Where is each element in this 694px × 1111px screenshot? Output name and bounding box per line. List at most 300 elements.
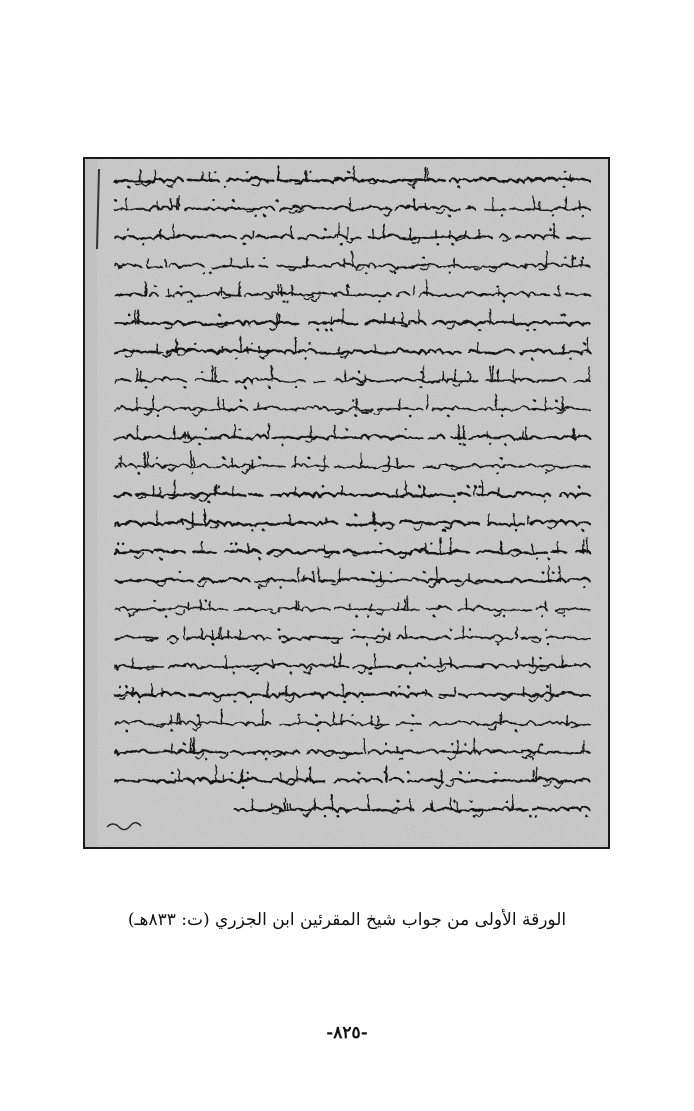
handwriting-dot xyxy=(145,386,148,389)
handwriting-stroke xyxy=(546,251,547,266)
handwriting-stroke xyxy=(221,709,222,725)
handwriting-stroke xyxy=(332,795,333,810)
handwriting-dot xyxy=(463,443,466,446)
handwriting-dot xyxy=(268,386,271,389)
handwriting-stroke xyxy=(397,603,398,610)
handwriting-stroke xyxy=(307,257,308,267)
handwriting-dot xyxy=(478,329,481,332)
handwriting-dot xyxy=(184,386,187,389)
handwriting-dot xyxy=(281,443,284,446)
handwriting-stroke xyxy=(397,458,398,467)
handwriting-dot xyxy=(409,672,412,675)
handwriting-dot xyxy=(122,543,125,546)
handwriting-stroke xyxy=(295,487,296,496)
handwriting-stroke xyxy=(152,684,153,696)
handwriting-dot xyxy=(137,472,140,475)
handwriting-dot xyxy=(449,272,452,275)
handwriting-dot xyxy=(539,657,542,660)
handwriting-stroke xyxy=(313,572,314,582)
handwriting-stroke xyxy=(281,773,282,781)
handwriting-stroke xyxy=(563,346,564,353)
handwriting-stroke xyxy=(465,231,466,238)
handwriting-dot xyxy=(154,285,157,288)
handwriting-stroke xyxy=(567,716,568,725)
handwriting-stroke xyxy=(252,799,253,810)
handwriting-dot xyxy=(501,214,504,217)
handwriting-stroke xyxy=(132,688,133,696)
handwriting-dot xyxy=(585,815,588,818)
handwriting-dot xyxy=(218,314,221,317)
handwriting-dot xyxy=(156,457,159,460)
handwriting-dot xyxy=(317,729,320,732)
handwriting-dot xyxy=(117,543,120,546)
handwriting-stroke xyxy=(425,203,426,209)
handwriting-dot xyxy=(442,529,445,532)
handwriting-dot xyxy=(263,214,266,217)
handwriting-dot xyxy=(421,371,424,374)
handwriting-stroke xyxy=(334,657,335,668)
handwriting-dot xyxy=(265,758,268,761)
handwriting-stroke xyxy=(586,537,587,553)
handwriting-dot xyxy=(451,743,454,746)
handwriting-dot xyxy=(552,214,555,217)
handwriting-dot xyxy=(420,386,423,389)
handwriting-stroke xyxy=(140,170,141,181)
handwriting-dot xyxy=(583,586,586,589)
handwriting-stroke xyxy=(177,199,178,210)
handwriting-stroke xyxy=(539,744,540,753)
handwriting-stroke xyxy=(160,488,161,496)
handwriting-dot xyxy=(125,729,128,732)
handwriting-dot xyxy=(324,228,327,231)
handwriting-stroke xyxy=(286,686,287,696)
handwriting-dot xyxy=(423,571,426,574)
handwriting-dot xyxy=(191,472,194,475)
handwriting-dot xyxy=(240,400,243,403)
handwriting-dot xyxy=(529,815,532,818)
handwriting-dot xyxy=(374,529,377,532)
handwriting-dot xyxy=(298,714,301,717)
handwriting-dot xyxy=(401,758,404,761)
handwriting-stroke xyxy=(347,228,348,239)
handwriting-dot xyxy=(205,758,208,761)
handwriting-stroke xyxy=(498,289,499,295)
figure-caption: الورقة الأولى من جواب شيخ المقرئين ابن الجزري (ت: ٨٣٣هـ) xyxy=(127,910,567,930)
handwriting-dot xyxy=(378,300,381,303)
handwriting-stroke xyxy=(441,769,442,782)
handwriting-dot xyxy=(309,171,312,174)
handwriting-stroke xyxy=(458,431,459,439)
handwriting-dot xyxy=(405,428,408,431)
handwriting-dot xyxy=(295,386,298,389)
handwriting-dot xyxy=(308,672,311,675)
handwriting-dot xyxy=(232,199,235,202)
handwriting-dot xyxy=(495,400,498,403)
handwriting-stroke xyxy=(279,314,280,324)
handwriting-dot xyxy=(500,457,503,460)
handwriting-stroke xyxy=(502,542,503,552)
handwriting-dot xyxy=(569,357,572,360)
handwriting-stroke xyxy=(204,509,205,524)
handwriting-dot xyxy=(254,214,257,217)
handwriting-dot xyxy=(530,357,533,360)
handwriting-stroke xyxy=(464,425,465,438)
handwriting-stroke xyxy=(536,767,537,781)
handwriting-dot xyxy=(231,771,234,774)
handwriting-dot xyxy=(330,329,333,332)
handwriting-dot xyxy=(496,472,499,475)
handwriting-stroke xyxy=(342,309,343,324)
handwriting-stroke xyxy=(318,568,319,582)
handwriting-dot xyxy=(407,771,410,774)
handwriting-stroke xyxy=(463,627,464,639)
handwriting-dot xyxy=(205,600,208,603)
handwriting-dot xyxy=(224,186,227,189)
handwriting-dot xyxy=(418,485,421,488)
handwriting-dot xyxy=(534,815,537,818)
handwriting-stroke xyxy=(296,601,297,610)
handwriting-dot xyxy=(233,672,236,675)
handwriting-stroke xyxy=(157,201,158,209)
handwriting-stroke xyxy=(413,286,414,296)
handwriting-dot xyxy=(430,543,433,546)
handwriting-dot xyxy=(234,701,237,704)
handwriting-dot xyxy=(540,743,543,746)
handwriting-dot xyxy=(198,443,201,446)
handwriting-stroke xyxy=(466,599,467,610)
handwriting-dot xyxy=(563,615,566,618)
handwriting-dot xyxy=(118,686,121,689)
handwriting-dot xyxy=(280,586,283,589)
handwriting-dot xyxy=(459,771,462,774)
handwriting-dot xyxy=(197,714,200,717)
handwriting-stroke xyxy=(137,369,138,381)
handwriting-stroke xyxy=(589,367,590,381)
handwriting-stroke xyxy=(526,427,527,438)
handwriting-dot xyxy=(213,199,216,202)
handwriting-stroke xyxy=(179,196,180,209)
handwriting-dot xyxy=(194,342,197,345)
handwriting-dot xyxy=(286,300,289,303)
handwriting-dot xyxy=(447,415,450,418)
page-number: -٨٢٥- xyxy=(326,1023,368,1043)
handwriting-stroke xyxy=(384,314,385,324)
handwriting-dot xyxy=(578,485,581,488)
handwriting-dot xyxy=(409,415,412,418)
handwriting-stroke xyxy=(574,429,575,438)
handwriting-dot xyxy=(230,543,233,546)
handwriting-stroke xyxy=(324,456,325,467)
handwriting-dot xyxy=(309,342,312,345)
handwriting-stroke xyxy=(581,261,582,267)
handwriting-stroke xyxy=(500,712,501,724)
handwriting-stroke xyxy=(443,372,444,381)
handwriting-dot xyxy=(249,701,252,704)
handwriting-dot xyxy=(437,243,440,246)
handwriting-dot xyxy=(235,543,238,546)
handwriting-dot xyxy=(355,415,358,418)
handwriting-stroke xyxy=(365,375,366,381)
handwriting-stroke xyxy=(340,653,341,667)
handwriting-dot xyxy=(244,243,247,246)
handwriting-stroke xyxy=(393,317,394,324)
handwriting-stroke xyxy=(290,804,291,810)
handwriting-stroke xyxy=(147,452,148,467)
handwriting-stroke xyxy=(474,488,475,496)
handwriting-stroke xyxy=(271,803,272,810)
handwriting-dot xyxy=(412,714,415,717)
handwriting-dot xyxy=(283,300,286,303)
handwriting-stroke xyxy=(145,453,146,467)
handwriting-stroke xyxy=(277,313,278,324)
handwriting-stroke xyxy=(560,567,561,581)
handwriting-dot xyxy=(581,214,584,217)
manuscript-handwriting-image xyxy=(85,159,608,847)
handwriting-stroke xyxy=(397,747,398,753)
handwriting-dot xyxy=(358,371,361,374)
handwriting-stroke xyxy=(259,347,260,353)
handwriting-dot xyxy=(347,285,350,288)
handwriting-dot xyxy=(552,571,555,574)
handwriting-stroke xyxy=(284,799,285,810)
handwriting-dot xyxy=(564,171,567,174)
handwriting-dot xyxy=(125,686,128,689)
handwriting-stroke xyxy=(248,544,249,553)
handwriting-dot xyxy=(244,386,247,389)
handwriting-stroke xyxy=(431,803,432,810)
handwriting-stroke xyxy=(209,172,210,181)
handwriting-stroke xyxy=(171,744,172,753)
handwriting-dot xyxy=(205,428,208,431)
handwriting-dot xyxy=(390,571,393,574)
handwriting-dot xyxy=(262,529,265,532)
handwriting-dot xyxy=(496,285,499,288)
handwriting-dot xyxy=(190,300,193,303)
handwriting-dot xyxy=(474,485,477,488)
handwriting-dot xyxy=(324,815,327,818)
handwriting-dot xyxy=(534,400,537,403)
handwriting-dot xyxy=(142,243,145,246)
handwriting-dot xyxy=(478,485,481,488)
handwriting-stroke xyxy=(368,795,369,810)
handwriting-dot xyxy=(288,514,291,517)
handwriting-dot xyxy=(546,686,549,689)
handwriting-stroke xyxy=(230,258,231,267)
handwriting-stroke xyxy=(338,223,339,239)
handwriting-stroke xyxy=(405,626,406,638)
handwriting-stroke xyxy=(583,540,584,553)
handwriting-dot xyxy=(453,800,456,803)
handwriting-dot xyxy=(583,342,586,345)
handwriting-stroke xyxy=(247,257,248,266)
handwriting-stroke xyxy=(305,172,306,181)
handwriting-stroke xyxy=(352,252,353,267)
handwriting-stroke xyxy=(168,289,169,295)
handwriting-stroke xyxy=(298,718,299,724)
handwriting-dot xyxy=(129,615,132,618)
handwriting-dot xyxy=(258,586,261,589)
handwriting-dot xyxy=(278,628,281,631)
handwriting-dot xyxy=(361,701,364,704)
handwriting-stroke xyxy=(221,287,222,295)
handwriting-dot xyxy=(410,729,413,732)
handwriting-stroke xyxy=(147,259,148,267)
handwriting-dot xyxy=(308,457,311,460)
handwriting-stroke xyxy=(450,658,451,667)
handwriting-stroke xyxy=(562,656,563,667)
handwriting-dot xyxy=(450,628,453,631)
handwriting-dot xyxy=(207,500,210,503)
handwriting-dot xyxy=(170,771,173,774)
handwriting-dot xyxy=(157,415,160,418)
handwriting-dot xyxy=(128,186,131,189)
handwriting-dot xyxy=(582,529,585,532)
handwriting-dot xyxy=(561,314,564,317)
handwriting-dot xyxy=(372,571,375,574)
handwriting-dot xyxy=(526,329,529,332)
handwriting-dot xyxy=(343,701,346,704)
handwriting-dot xyxy=(164,615,167,618)
handwriting-stroke xyxy=(450,231,451,238)
handwriting-dot xyxy=(501,415,504,418)
handwriting-dot xyxy=(542,571,545,574)
handwriting-stroke xyxy=(427,168,428,181)
handwriting-stroke xyxy=(201,629,202,639)
handwriting-stroke xyxy=(371,604,372,610)
handwriting-dot xyxy=(128,314,131,317)
handwriting-stroke xyxy=(219,628,220,638)
handwriting-stroke xyxy=(263,710,264,725)
handwriting-dot xyxy=(346,428,349,431)
handwriting-stroke xyxy=(324,545,325,553)
handwriting-dot xyxy=(352,714,355,717)
handwriting-dot xyxy=(126,228,129,231)
handwriting-dot xyxy=(515,529,518,532)
handwriting-dot xyxy=(541,615,544,618)
handwriting-stroke xyxy=(174,480,175,495)
handwriting-stroke xyxy=(291,226,292,238)
handwriting-dot xyxy=(503,300,506,303)
handwriting-dot xyxy=(467,371,470,374)
handwriting-dot xyxy=(422,257,425,260)
handwriting-dot xyxy=(380,543,383,546)
handwriting-dot xyxy=(399,758,402,761)
handwriting-dot xyxy=(138,701,141,704)
handwriting-stroke xyxy=(295,456,296,467)
handwriting-stroke xyxy=(548,566,549,581)
handwriting-dot xyxy=(582,257,585,260)
handwriting-dot xyxy=(155,514,158,517)
handwriting-stroke xyxy=(343,684,344,695)
handwriting-dot xyxy=(397,800,400,803)
handwriting-dot xyxy=(464,743,467,746)
handwriting-dot xyxy=(247,771,250,774)
handwriting-dot xyxy=(545,628,548,631)
handwriting-dot xyxy=(490,443,493,446)
handwriting-dot xyxy=(263,257,266,260)
handwriting-dot xyxy=(290,672,293,675)
handwriting-stroke xyxy=(239,287,240,296)
handwriting-stroke xyxy=(424,486,425,495)
handwriting-dot xyxy=(497,643,500,646)
handwriting-stroke xyxy=(533,197,534,210)
handwriting-stroke xyxy=(306,171,307,181)
handwriting-stroke xyxy=(436,230,437,238)
handwriting-stroke xyxy=(171,199,172,210)
handwriting-dot xyxy=(564,257,567,260)
handwriting-dot xyxy=(503,615,506,618)
handwriting-stroke xyxy=(492,366,493,382)
handwriting-dot xyxy=(238,428,241,431)
handwriting-dot xyxy=(183,743,186,746)
handwriting-stroke xyxy=(440,538,441,553)
handwriting-stroke xyxy=(455,688,456,696)
handwriting-stroke xyxy=(533,657,534,667)
handwriting-stroke xyxy=(489,513,490,524)
handwriting-dot xyxy=(433,615,436,618)
handwriting-stroke xyxy=(454,258,455,266)
handwriting-dot xyxy=(366,643,369,646)
handwriting-dot xyxy=(170,729,173,732)
handwriting-dot xyxy=(448,214,451,217)
handwriting-stroke xyxy=(514,514,515,524)
handwriting-stroke xyxy=(215,485,216,496)
handwriting-dot xyxy=(251,529,254,532)
handwriting-stroke xyxy=(298,602,299,610)
handwriting-dot xyxy=(407,686,410,689)
handwriting-dot xyxy=(223,457,226,460)
handwriting-dot xyxy=(214,171,217,174)
handwriting-dot xyxy=(558,571,561,574)
handwriting-dot xyxy=(212,643,215,646)
handwriting-stroke xyxy=(425,167,426,181)
handwriting-dot xyxy=(209,272,212,275)
handwriting-dot xyxy=(357,771,360,774)
handwriting-dot xyxy=(364,272,367,275)
handwriting-dot xyxy=(534,329,537,332)
handwriting-dot xyxy=(467,485,470,488)
handwriting-stroke xyxy=(572,256,573,267)
handwriting-dot xyxy=(341,243,344,246)
handwriting-dot xyxy=(545,472,548,475)
handwriting-dot xyxy=(305,357,308,360)
handwriting-dot xyxy=(473,815,476,818)
handwriting-dot xyxy=(494,771,497,774)
handwriting-dot xyxy=(202,272,205,275)
handwriting-dot xyxy=(246,171,249,174)
handwriting-stroke xyxy=(223,399,224,409)
handwriting-dot xyxy=(154,600,157,603)
handwriting-dot xyxy=(563,314,566,317)
handwriting-dot xyxy=(548,558,551,561)
handwriting-dot xyxy=(355,514,358,517)
handwriting-stroke xyxy=(268,424,269,438)
handwriting-dot xyxy=(218,485,221,488)
handwriting-dot xyxy=(242,786,245,789)
handwriting-stroke xyxy=(179,714,180,724)
handwriting-dot xyxy=(259,457,262,460)
handwriting-stroke xyxy=(174,425,175,438)
handwriting-dot xyxy=(394,272,397,275)
handwriting-dot xyxy=(536,558,539,561)
handwriting-stroke xyxy=(498,488,499,496)
handwriting-stroke xyxy=(177,713,178,724)
handwriting-dot xyxy=(258,558,261,561)
handwriting-stroke xyxy=(532,545,533,553)
handwriting-dot xyxy=(412,186,415,189)
handwriting-stroke xyxy=(455,370,456,382)
handwriting-dot xyxy=(563,186,566,189)
